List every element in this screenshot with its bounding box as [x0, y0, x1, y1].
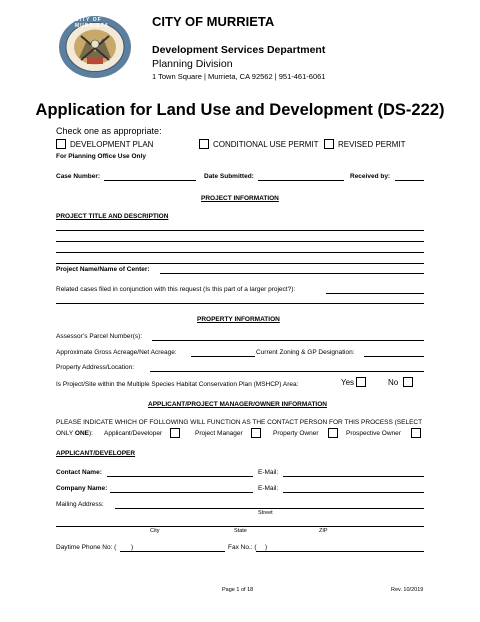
- contact-instruction-line2: [56, 430, 93, 437]
- role-prospective-owner-label: Prospective Owner: [346, 430, 401, 437]
- role-applicant-label: Applicant/Developer: [104, 430, 163, 437]
- applicant-section-heading: APPLICANT/PROJECT MANAGER/OWNER INFORMATION: [148, 401, 327, 408]
- city-caption: City: [150, 528, 160, 534]
- contact-instruction-line1: PLEASE INDICATE WHICH OF FOLLOWING WILL FUNCTION AS THE CONTACT PERSON FOR THIS PROCESS (SELECT: [56, 419, 423, 426]
- role-applicant-checkbox[interactable]: [170, 428, 180, 438]
- apn-field[interactable]: [152, 340, 424, 341]
- contact-name-field[interactable]: [107, 476, 253, 477]
- apn-label: Assessor’s Parcel Number(s):: [56, 333, 143, 340]
- city-state-zip-field[interactable]: [56, 526, 424, 527]
- acreage-label: Approximate Gross Acreage/Net Acreage:: [56, 349, 177, 356]
- check-one-label: Check one as appropriate:: [56, 126, 162, 136]
- case-number-label: Case Number:: [56, 173, 101, 180]
- role-property-owner-checkbox[interactable]: [328, 428, 338, 438]
- state-caption: State: [234, 528, 247, 534]
- street-field[interactable]: [115, 508, 424, 509]
- revised-permit-checkbox[interactable]: [324, 139, 334, 149]
- email-field[interactable]: [283, 476, 424, 477]
- project-name-label: Project Name/Name of Center:: [56, 266, 150, 273]
- fax-paren-close: ): [265, 544, 268, 551]
- zoning-label: Current Zoning & GP Designation:: [256, 349, 355, 356]
- mshcp-label: Is Project/Site within the Multiple Species Habitat Conservation Plan (MSHCP) Area:: [56, 381, 299, 388]
- role-project-manager-label: Project Manager: [195, 430, 243, 437]
- project-title-desc-label: PROJECT TITLE AND DESCRIPTION: [56, 213, 169, 220]
- office-use-label: For Planning Office Use Only: [56, 153, 146, 160]
- role-prospective-owner-checkbox[interactable]: [411, 428, 421, 438]
- seal-text: CITY OF MURRIETA: [75, 17, 110, 29]
- fax-field[interactable]: [256, 551, 424, 552]
- mshcp-no-checkbox[interactable]: [403, 377, 413, 387]
- daytime-phone-label: Daytime Phone No: (: [56, 544, 117, 551]
- related-cases-label: Related cases filed in conjunction with this request (Is this part of a larger project?):: [56, 286, 296, 293]
- role-project-manager-checkbox[interactable]: [251, 428, 261, 438]
- role-property-owner-label: Property Owner: [273, 430, 319, 437]
- division-name: Planning Division: [152, 58, 233, 70]
- zoning-field[interactable]: [364, 356, 424, 357]
- email-label: E-Mail:: [258, 469, 279, 476]
- project-description-line[interactable]: [56, 241, 424, 242]
- property-address-field[interactable]: [150, 371, 424, 372]
- instruction-prefix: ONLY: [56, 430, 75, 437]
- street-caption: Street: [258, 510, 273, 516]
- received-by-field[interactable]: [395, 180, 424, 181]
- development-plan-checkbox[interactable]: [56, 139, 66, 149]
- daytime-phone-field[interactable]: [120, 551, 225, 552]
- mshcp-yes-label: Yes: [341, 378, 355, 387]
- property-address-label: Property Address/Location:: [56, 364, 135, 371]
- related-cases-line[interactable]: [56, 303, 424, 304]
- zip-caption: ZIP: [319, 528, 328, 534]
- development-plan-label: DEVELOPMENT PLAN: [70, 140, 154, 149]
- company-name-label: Company Name:: [56, 485, 108, 492]
- instruction-one: ONE: [74, 430, 90, 437]
- conditional-use-permit-label: CONDITIONAL USE PERMIT: [213, 140, 319, 149]
- applicant-developer-heading: APPLICANT/DEVELOPER: [56, 450, 136, 457]
- property-info-heading: PROPERTY INFORMATION: [197, 316, 280, 323]
- project-description-line[interactable]: [56, 263, 424, 264]
- date-submitted-field[interactable]: [258, 180, 344, 181]
- revision-date: Rev. 10/2019: [391, 587, 424, 593]
- mshcp-yes-checkbox[interactable]: [356, 377, 366, 387]
- conditional-use-permit-checkbox[interactable]: [199, 139, 209, 149]
- city-name: CITY OF MURRIETA: [152, 14, 275, 29]
- phone-paren-close: ): [131, 544, 134, 551]
- project-info-heading: PROJECT INFORMATION: [201, 195, 279, 202]
- instruction-suffix: ):: [89, 430, 93, 437]
- project-name-field[interactable]: [160, 273, 424, 274]
- acreage-field[interactable]: [191, 356, 255, 357]
- date-submitted-label: Date Submitted:: [204, 173, 254, 180]
- project-description-line[interactable]: [56, 252, 424, 253]
- email2-label: E-Mail:: [258, 485, 279, 492]
- project-description-line[interactable]: [56, 230, 424, 231]
- mailing-address-label: Mailing Address:: [56, 501, 104, 508]
- revised-permit-label: REVISED PERMIT: [338, 140, 406, 149]
- contact-name-label: Contact Name:: [56, 469, 102, 476]
- mshcp-no-label: No: [388, 378, 399, 387]
- received-by-label: Received by:: [350, 173, 391, 180]
- related-cases-field[interactable]: [326, 293, 424, 294]
- email2-field[interactable]: [283, 492, 424, 493]
- office-address: 1 Town Square | Murrieta, CA 92562 | 951-461-6061: [152, 72, 326, 81]
- form-title: Application for Land Use and Development (DS-222): [35, 101, 445, 119]
- case-number-field[interactable]: [104, 180, 196, 181]
- department-name: Development Services Department: [152, 44, 326, 56]
- city-seal: [57, 14, 133, 80]
- fax-label: Fax No.: (: [228, 544, 257, 551]
- page-number: Page 1 of 18: [222, 587, 254, 593]
- company-name-field[interactable]: [110, 492, 253, 493]
